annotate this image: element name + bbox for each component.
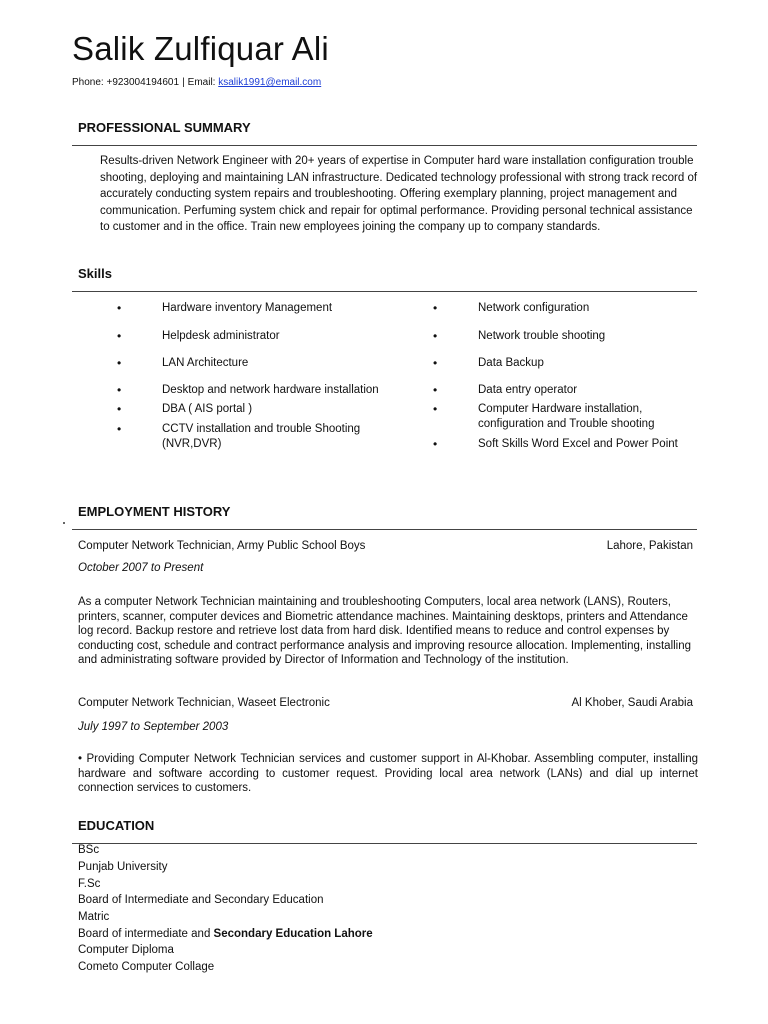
bullet-icon: • xyxy=(433,383,438,397)
education-entry xyxy=(78,928,373,940)
education-entry: Cometo Computer Collage xyxy=(78,961,215,973)
bullet-icon: • xyxy=(433,301,438,315)
skill-item: Network trouble shooting xyxy=(478,330,606,342)
bullet-icon: • xyxy=(117,356,122,370)
bullet-icon: • xyxy=(117,422,122,436)
email-link[interactable]: ksalik1991@email.com xyxy=(218,77,322,88)
education-entry: F.Sc xyxy=(78,878,101,890)
email-label: Email: xyxy=(187,77,219,88)
education-entry: Computer Diploma xyxy=(78,944,174,956)
summary-divider xyxy=(72,145,697,146)
resume-name: Salik Zulfiquar Ali xyxy=(72,30,329,67)
skill-item: Network configuration xyxy=(478,302,590,314)
professional-summary-heading: PROFESSIONAL SUMMARY xyxy=(78,120,251,135)
education-entry: BSc xyxy=(78,844,100,856)
contact-separator: | xyxy=(182,77,185,88)
job-title: Computer Network Technician, Army Public School Boys xyxy=(78,540,366,552)
skill-item: Hardware inventory Management xyxy=(162,302,333,314)
job-description: As a computer Network Technician maintaining and troubleshooting Computers, local area network (LANS), Routers, printers, scanner, computer devices and Biometric attendance machines. Maintaining desktops, printers and Attendance log record. Backup restore and retrieve lost data from hard disk. Identified means to reduce and control expenses by conducting cost, schedule and contract performance analysis and improving resource allocation. Implementing, installing and administrating software provided by Director of Information and Technology of the institution. xyxy=(78,596,692,666)
skill-item: CCTV installation and trouble Shooting (NVR,DVR) xyxy=(162,423,361,450)
education-entry: Matric xyxy=(78,911,110,923)
summary-text: Results-driven Network Engineer with 20+ years of expertise in Computer hard ware installation configuration trouble shooting, deploying and maintaining LAN infrastructure. Dedicated technology professional with strong track record of accurately conducting system repairs and troubleshooting. Offering exemplary planning, project management and communication. Perfuming system chick and repair for optimal performance. Providing personal technical assistance to customer and in the office. Train new employees joining the company up to company standards. xyxy=(100,155,698,233)
margin-dot xyxy=(63,522,65,524)
bullet-icon: • xyxy=(433,437,438,451)
skills-divider xyxy=(72,291,697,292)
contact-line xyxy=(72,77,321,88)
bullet-icon: • xyxy=(433,402,438,416)
bullet-icon: • xyxy=(117,402,122,416)
skill-item: LAN Architecture xyxy=(162,357,249,369)
education-entry: Board of Intermediate and Secondary Education xyxy=(78,894,324,906)
job-location: Lahore, Pakistan xyxy=(606,540,693,552)
bullet-icon: • xyxy=(433,356,438,370)
skill-item: DBA ( AIS portal ) xyxy=(162,403,253,415)
bullet-icon: • xyxy=(433,329,438,343)
education-heading: EDUCATION xyxy=(78,818,155,833)
skills-heading: Skills xyxy=(78,266,112,281)
skill-item: Computer Hardware installation, configuration and Trouble shooting xyxy=(478,403,655,430)
phone-text: Phone: +923004194601 xyxy=(72,77,180,88)
job-dates: October 2007 to Present xyxy=(78,562,204,574)
skill-item: Desktop and network hardware installation xyxy=(162,384,379,396)
job-location: Al Khober, Saudi Arabia xyxy=(571,697,693,709)
job-dates: July 1997 to September 2003 xyxy=(78,721,229,733)
education-entry-regular: Board of intermediate and xyxy=(78,928,214,940)
skill-item: Soft Skills Word Excel and Power Point xyxy=(478,438,678,450)
skill-item: Data entry operator xyxy=(478,384,578,396)
employment-divider xyxy=(72,529,697,530)
bullet-icon: • xyxy=(117,383,122,397)
employment-history-heading: EMPLOYMENT HISTORY xyxy=(78,504,231,519)
job-title: Computer Network Technician, Waseet Electronic xyxy=(78,697,330,709)
job-description: • Providing Computer Network Technician services and customer support in Al-Khobar. Assembling computer, installing hardware and software according to customer request. Providing local area network (LANs) and dial up internet connection services to customers. xyxy=(78,753,698,794)
skill-item: Helpdesk administrator xyxy=(162,330,280,342)
education-entry-bold: Secondary Education Lahore xyxy=(213,928,373,940)
bullet-icon: • xyxy=(117,301,122,315)
skill-item: Data Backup xyxy=(478,357,544,369)
education-divider xyxy=(72,843,697,844)
education-entry: Punjab University xyxy=(78,861,168,873)
bullet-icon: • xyxy=(117,329,122,343)
